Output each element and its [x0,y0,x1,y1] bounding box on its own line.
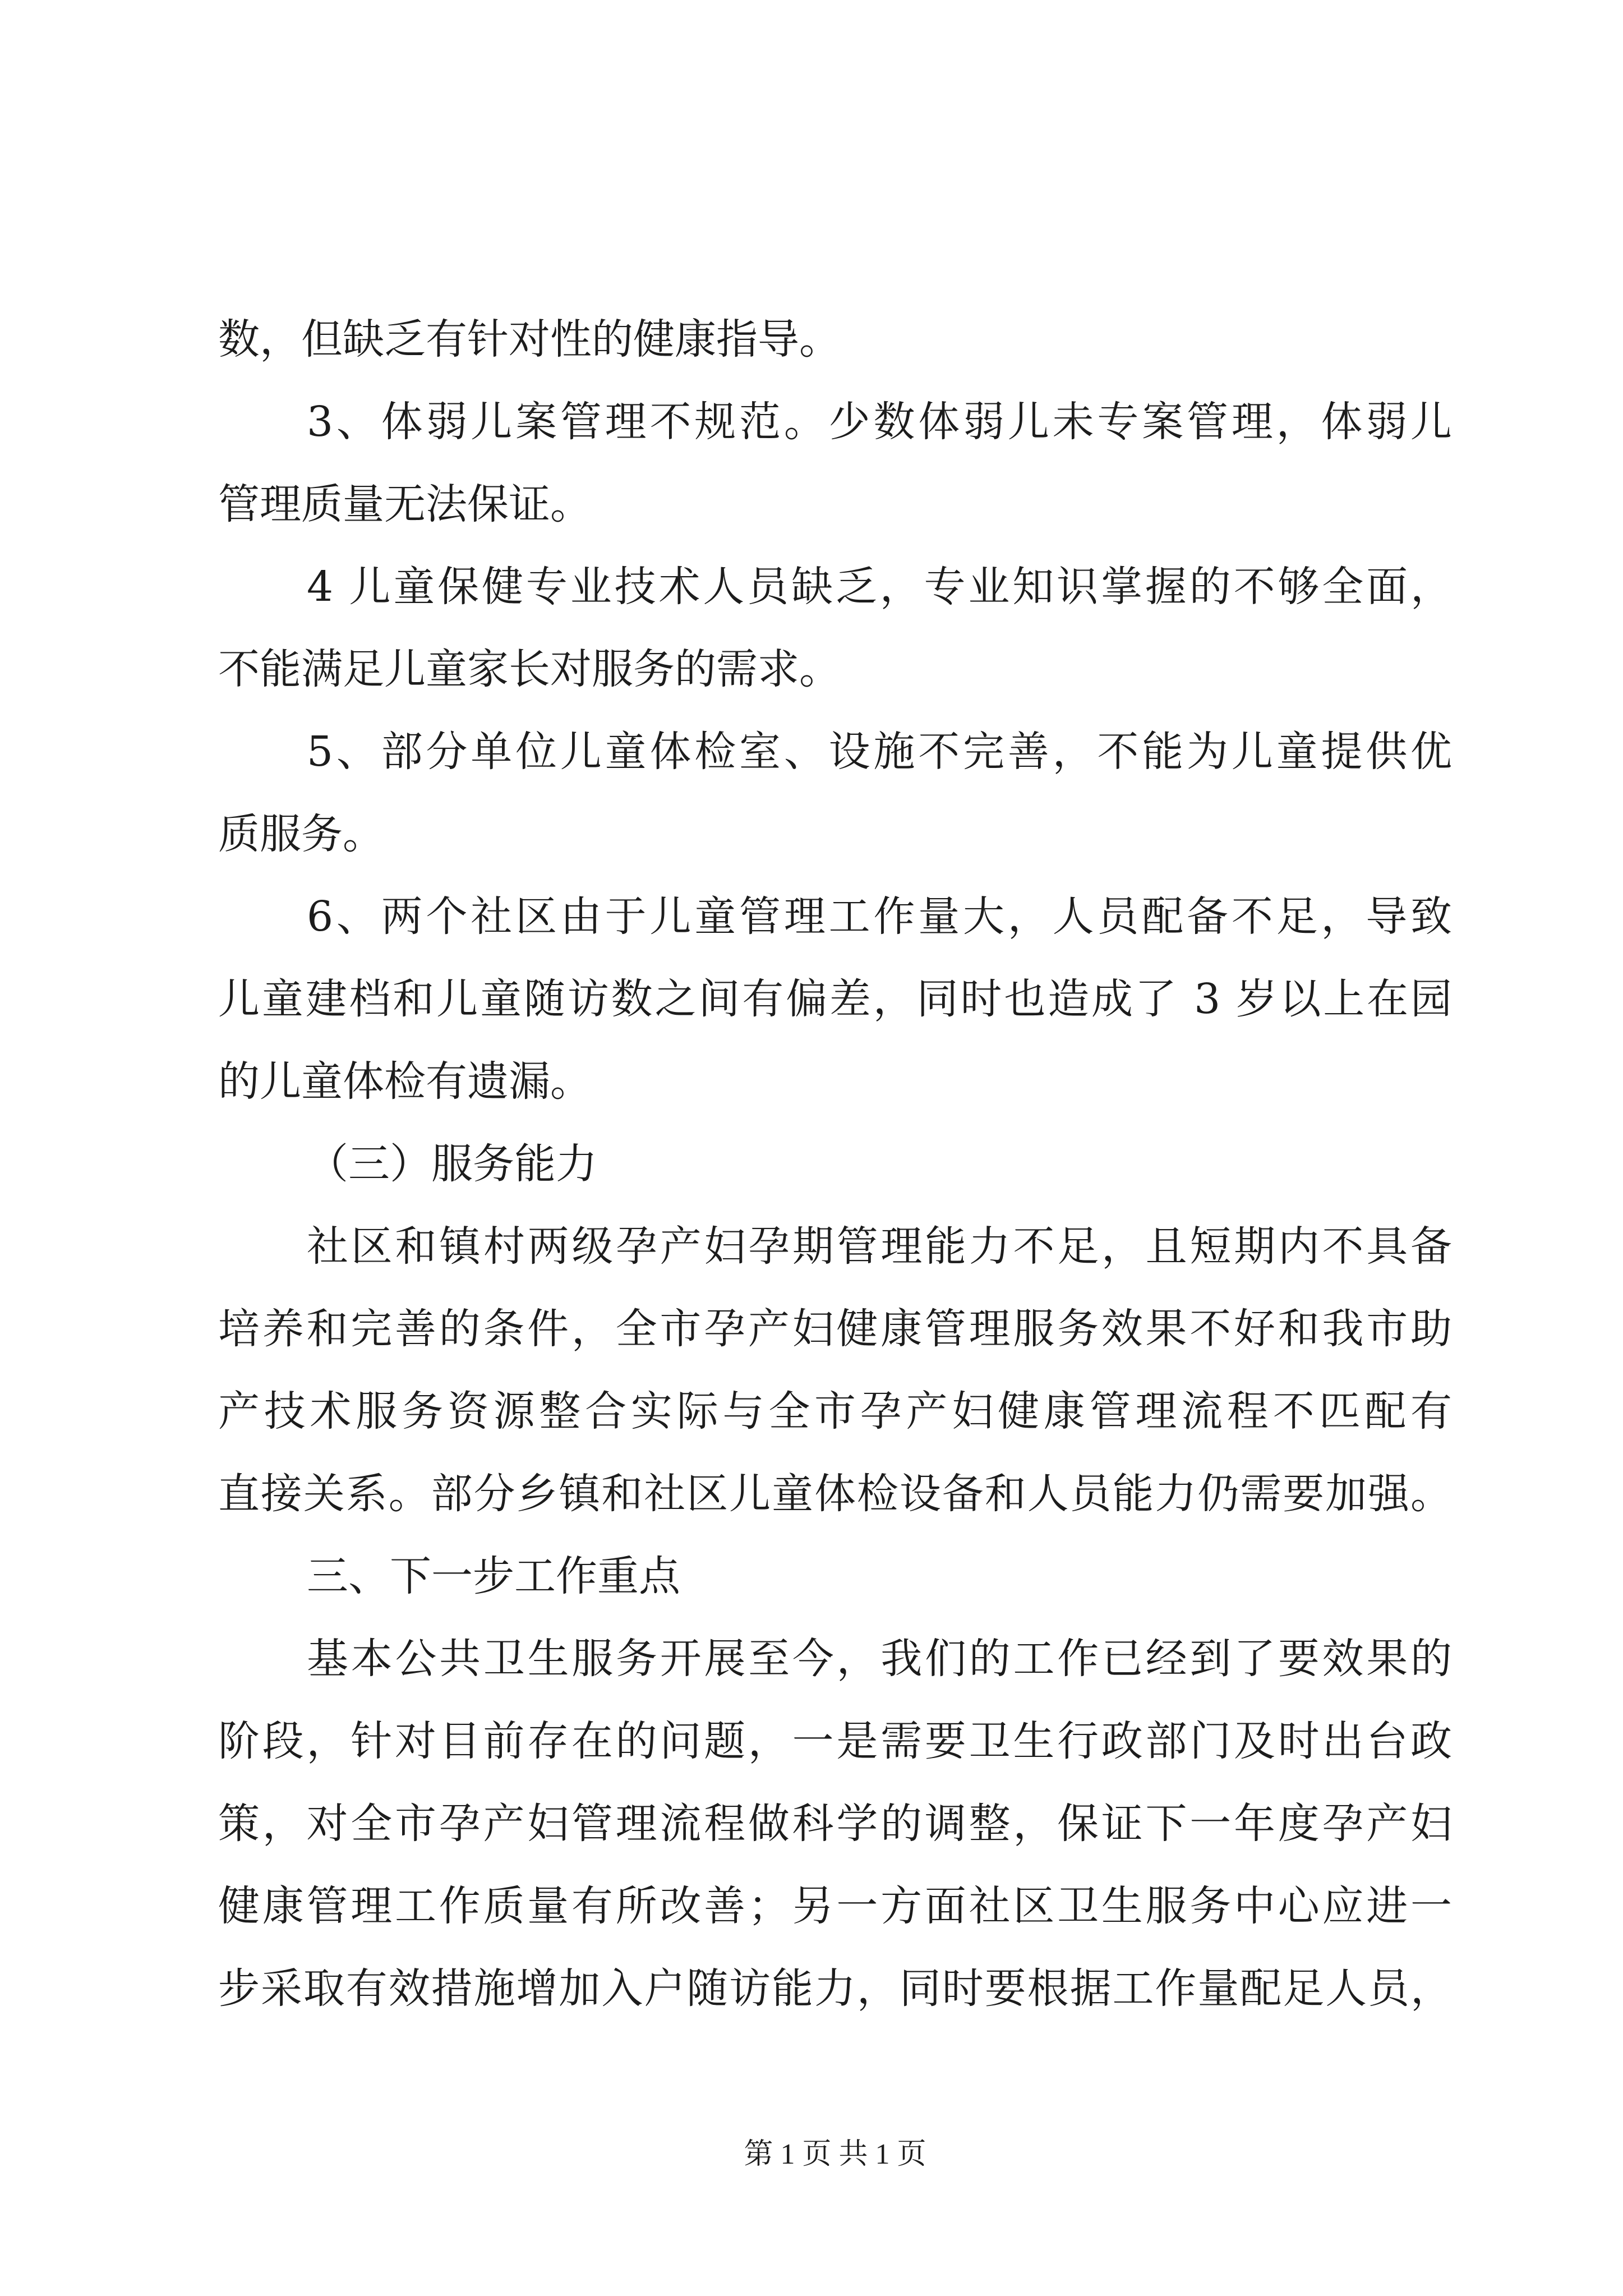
text-line: 4 儿童保健专业技术人员缺乏，专业知识掌握的不够全面， [307,563,1452,611]
text-line: 社区和镇村两级孕产妇孕期管理能力不足，且短期内不具备 [307,1222,1452,1271]
text-line: 阶段，针对目前存在的问题，一是需要卫生行政部门及时出台政 [218,1717,1452,1765]
text-line: 直接关系。部分乡镇和社区儿童体检设备和人员能力仍需要加强。 [218,1470,1452,1518]
text-line: 步采取有效措施增加入户随访能力，同时要根据工作量配足人员， [218,1964,1452,2013]
body-text [218,298,1452,2030]
text-line: 基本公共卫生服务开展至今，我们的工作已经到了要效果的 [307,1635,1452,1683]
section-heading: 三、下一步工作重点 [307,1552,680,1600]
text-line: 3、体弱儿案管理不规范。少数体弱儿未专案管理，体弱儿 [307,398,1452,446]
text-line: 数，但缺乏有针对性的健康指导。 [218,315,841,364]
text-line: 不能满足儿童家长对服务的需求。 [218,645,841,693]
text-line: 策，对全市孕产妇管理流程做科学的调整，保证下一年度孕产妇 [218,1800,1452,1848]
text-line: 6、两个社区由于儿童管理工作量大，人员配备不足，导致 [307,892,1452,941]
text-line: 质服务。 [218,810,384,858]
text-line: 5、部分单位儿童体检室、设施不完善，不能为儿童提供优 [307,728,1452,776]
text-line: 儿童建档和儿童随访数之间有偏差，同时也造成了 3 岁以上在园 [218,975,1452,1023]
text-line: 产技术服务资源整合实际与全市孕产妇健康管理流程不匹配有 [218,1387,1452,1435]
text-line: 的儿童体检有遗漏。 [218,1057,592,1106]
text-line: 管理质量无法保证。 [218,480,592,528]
text-line: 健康管理工作质量有所改善；另一方面社区卫生服务中心应进一 [218,1882,1452,1930]
section-heading: （三）服务能力 [307,1140,597,1188]
page-number: 第 1 页 共 1 页 [744,2138,926,2170]
text-line: 培养和完善的条件，全市孕产妇健康管理服务效果不好和我市助 [218,1305,1452,1353]
